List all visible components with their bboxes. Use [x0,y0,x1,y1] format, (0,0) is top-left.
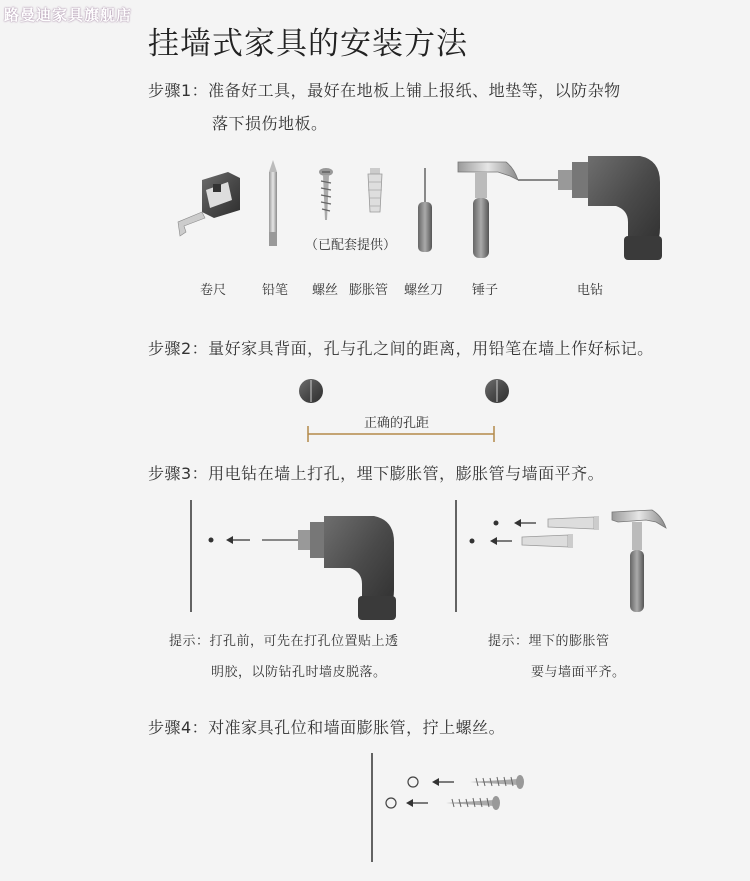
screw-icon [470,775,524,789]
provided-note: （已配套提供） [305,238,397,253]
arrow-left-icon [432,778,454,786]
step3-text: 步骤3：用电钻在墙上打孔，埋下膨胀管，膨胀管与墙面平齐。 [148,464,605,483]
tip-right-line2: 要与墙面平齐。 [531,665,626,680]
step2-text: 步骤2：量好家具背面，孔与孔之间的距离，用铅笔在墙上作好标记。 [148,339,654,358]
mark-left-icon [299,379,323,403]
mark-right-icon [485,379,509,403]
tape-measure-icon [178,172,240,236]
hammer-icon [458,162,518,258]
step1-line2: 落下损伤地板。 [212,114,328,133]
tip-right-line1: 提示：埋下的膨胀管 [488,634,610,649]
wall-plug-icon [548,516,599,530]
wall-plug-icon [522,534,573,548]
distance-label: 正确的孔距 [364,416,430,431]
screw-icon [319,168,333,220]
hole-ring [408,777,418,787]
hole-ring [386,798,396,808]
tool-label: 电钻 [577,283,604,298]
tool-label: 膨胀管 [349,283,389,298]
screwdriver-icon [418,168,432,252]
watermark: 路曼迪家具旗舰店 [4,6,133,24]
tool-label: 卷尺 [200,283,227,298]
arrow-left-icon [406,799,428,807]
arrow-left-icon [490,537,512,545]
tip-left-line1: 提示：打孔前，可先在打孔位置贴上透 [169,634,399,649]
hole-dot [494,521,499,526]
pencil-icon [269,160,277,246]
tool-label: 螺丝刀 [404,283,444,298]
wall-plug-icon [368,168,382,212]
arrow-left-icon [226,536,250,544]
step4-text: 步骤4：对准家具孔位和墙面膨胀管，拧上螺丝。 [148,718,506,737]
arrow-left-icon [514,519,536,527]
electric-drill-icon [262,516,396,620]
tool-label: 铅笔 [262,283,289,298]
page-title: 挂墙式家具的安装方法 [148,26,468,62]
tool-label: 螺丝 [312,283,339,298]
hole-dot [470,539,475,544]
tool-label: 锤子 [472,283,499,298]
screw-icon [446,796,500,810]
electric-drill-icon [518,156,662,260]
hammer-icon [612,510,666,612]
tip-left-line2: 明胶，以防钻孔时墙皮脱落。 [211,665,387,680]
hole-dot [209,538,214,543]
step1-line1: 步骤1：准备好工具，最好在地板上铺上报纸、地垫等，以防杂物 [148,81,621,100]
